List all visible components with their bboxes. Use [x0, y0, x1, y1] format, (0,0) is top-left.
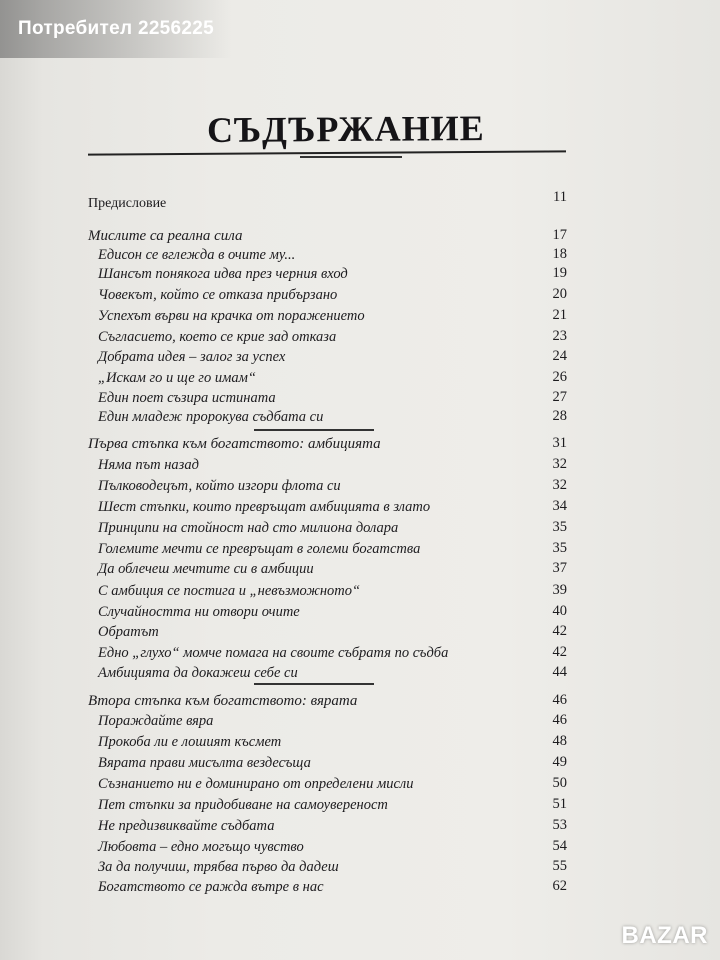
toc-page-number: 51	[552, 796, 567, 812]
toc-subentry: „Искам го и ще го имам“	[98, 370, 256, 386]
toc-page-number: 18	[552, 246, 567, 262]
toc-page-number: 54	[552, 838, 567, 854]
toc-subentry: С амбиция се постига и „невъзможното“	[98, 583, 361, 599]
toc-page-number: 50	[552, 775, 567, 791]
user-watermark: Потребител 2256225	[0, 0, 232, 58]
toc-subentry: Няма път назад	[98, 457, 199, 473]
toc-section-title: Втора стъпка към богатството: вярата	[88, 693, 358, 709]
toc-page-number: 27	[552, 389, 567, 405]
toc-subentry: Човекът, който се отказа прибързано	[98, 287, 338, 303]
toc-page-number: 46	[552, 692, 567, 708]
toc-subentry: Любовта – едно могъщо чувство	[98, 839, 304, 855]
toc-page-number: 44	[552, 664, 567, 680]
toc-subentry: Един поет съзира истината	[98, 390, 276, 406]
toc-section-title: Първа стъпка към богатството: амбицията	[88, 436, 381, 452]
toc-page-number: 49	[552, 754, 567, 770]
toc-page-number: 42	[552, 644, 567, 660]
toc-page-number: 34	[552, 498, 567, 514]
toc-page-number: 37	[552, 560, 567, 576]
toc-page-number: 32	[552, 456, 567, 472]
toc-page-number: 19	[552, 265, 567, 281]
bazar-logo: BAZAR	[621, 922, 708, 949]
toc-subentry: Големите мечти се превръщат в големи богатства	[98, 541, 421, 557]
toc-subentry: Добрата идея – залог за успех	[98, 349, 286, 365]
toc-page-number: 35	[552, 540, 567, 556]
toc-page-number: 40	[552, 603, 567, 619]
toc-subentry: Богатството се ражда вътре в нас	[98, 879, 324, 895]
toc-subentry: Не предизвиквайте съдбата	[98, 818, 275, 834]
toc-page-number: 62	[552, 878, 567, 894]
toc-subentry: Вярата прави мисълта вездесъща	[98, 755, 311, 771]
toc-page-number: 23	[552, 328, 567, 344]
toc-subentry: Едно „глухо“ момче помага на своите събратя по съдба	[98, 645, 449, 661]
page-title: СЪДЪРЖАНИЕ	[206, 108, 485, 150]
toc-subentry: Обратът	[98, 624, 159, 640]
toc-page-number: 28	[552, 408, 567, 424]
toc-subentry: Успехът върви на крачка от поражението	[98, 308, 365, 324]
section-separator	[254, 683, 374, 685]
toc-preface: Предисловие	[88, 196, 167, 211]
toc-page-number: 46	[552, 712, 567, 728]
section-separator	[254, 429, 374, 431]
toc-subentry: Принципи на стойност над сто милиона долара	[98, 520, 399, 536]
toc-page-number: 20	[552, 286, 567, 302]
toc-page-number: 42	[552, 623, 567, 639]
toc-page-number: 31	[552, 435, 567, 451]
toc-subentry: Едисон се вглежда в очите му...	[98, 247, 296, 263]
toc-page-number: 39	[552, 582, 567, 598]
toc-page-number: 21	[552, 307, 567, 323]
toc-subentry: Случайността ни отвори очите	[98, 604, 300, 620]
toc-page-number: 11	[553, 189, 567, 205]
toc-subentry: За да получиш, трябва първо да дадеш	[98, 859, 339, 875]
toc-page-number: 26	[552, 369, 567, 385]
toc-subentry: Амбицията да докажеш себе си	[98, 665, 298, 681]
toc-page-number: 55	[552, 858, 567, 874]
toc-subentry: Съзнанието ни е доминирано от определени мисли	[98, 776, 414, 792]
toc-page-number: 53	[552, 817, 567, 833]
toc-subentry: Пораждайте вяра	[98, 713, 214, 729]
toc-subentry: Пълководецът, който изгори флота си	[98, 478, 341, 494]
toc-subentry: Шансът понякога идва през черния вход	[98, 266, 348, 282]
toc-page-number: 35	[552, 519, 567, 535]
toc-subentry: Съгласието, което се крие зад отказа	[98, 329, 337, 345]
toc-subentry: Пет стъпки за придобиване на самоувереност	[98, 797, 388, 813]
toc-page-number: 32	[552, 477, 567, 493]
toc-subentry: Прокоба ли е лошият късмет	[98, 734, 282, 750]
toc-page-number: 48	[552, 733, 567, 749]
toc-page-number: 24	[552, 348, 567, 364]
toc-subentry: Шест стъпки, които превръщат амбицията в злато	[98, 499, 431, 515]
toc-subentry: Един младеж пророкува съдбата си	[98, 409, 324, 425]
toc-section-title: Мислите са реална сила	[88, 228, 243, 244]
toc-page-number: 17	[552, 227, 567, 243]
toc-subentry: Да облечеш мечтите си в амбиции	[98, 561, 314, 577]
